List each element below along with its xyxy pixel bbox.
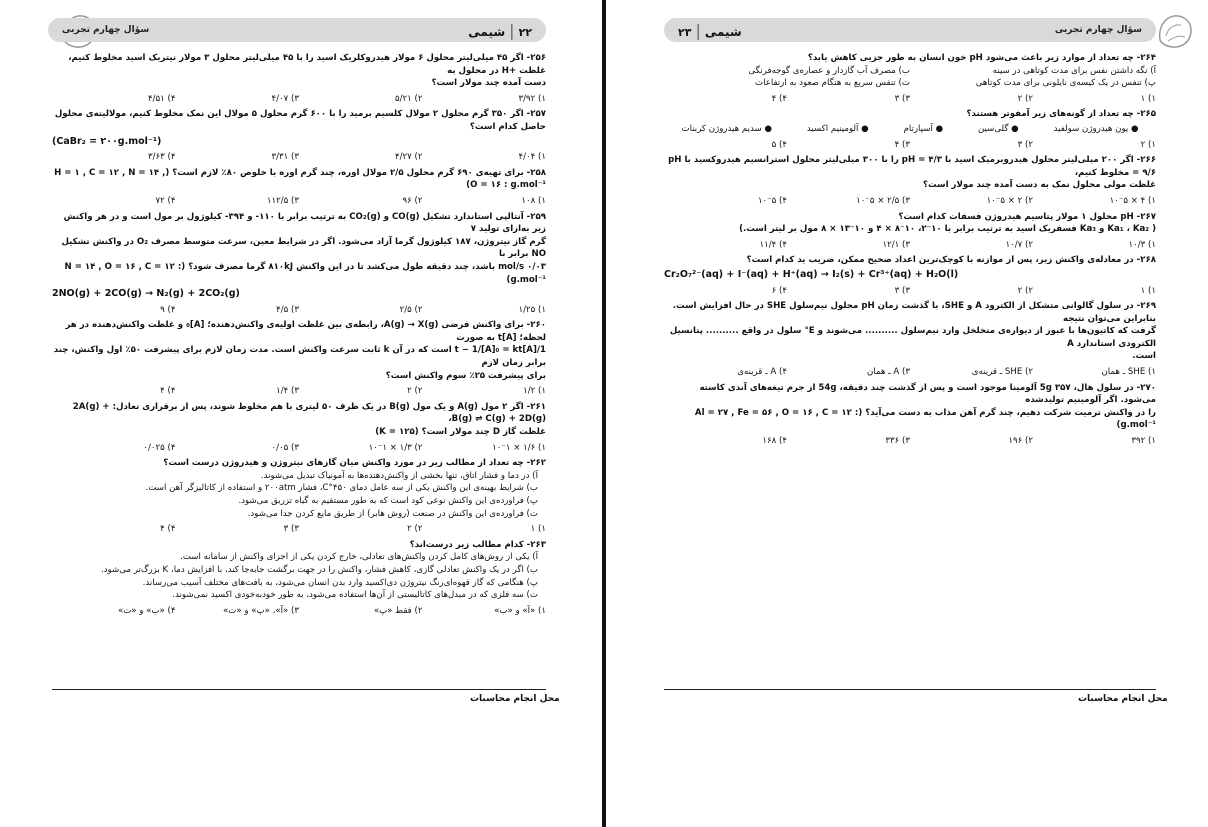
statement-item: پ) فراورده‌ی این واکنش نوعی کود است که به طور مستقیم به گیاه تزریق می‌شود. [238,496,538,506]
option[interactable]: ۳) ۴ [894,139,910,150]
option[interactable]: ۳) ۴/۵ [276,304,299,315]
species-item: ● آسپارتام [903,123,944,134]
statement-item: ب) اگر در یک واکنش تعادلی گازی، کاهش فشار، واکنش را در جهت برگشت جابه‌جا کند، با افزایش دما، K بزرگ‌تر می‌شود. [101,564,538,575]
question-text: ۲۶۸- در معادله‌ی واکنش زیر، پس از موازنه با کوچک‌ترین اعداد صحیح ممکن، ضریب ید کدام است؟ [746,255,1156,266]
question-text: غلظت گاز D چند مولار است؟ (K = ۱۲۵) [375,427,546,438]
species-item: ● گلی‌سین [978,123,1019,134]
question-text: ۲۵۹- آنتالپی استاندارد تشکیل CO(g) و CO₂(g) به ترتیب برابر با ۱۱۰- و ۳۹۴- کیلوژول بر مول است و در هر واکنش زیر به‌ازای تولید ۷ [63,211,546,235]
question-text: ( Ka₁ ، Ka₂ و Ka₃ فسفریک اسید به ترتیب برابر با ۱۰⁻۲، ۱۰⁻۸ × ۴ و ۱۰⁻۱۳ × ۸ مول بر لیتر است.) [739,224,1156,235]
statement-grid [664,65,1156,90]
header-number-group: ۲۲|شیمی [468,20,532,40]
left-page [0,0,603,827]
question-text: گرفت که کاتیون‌ها با عبور از دیواره‌ی متخلخل وارد نیم‌سلول .......... می‌شوند و E° سلول در واقع .......... پتانسیل الکترودی استاندارد A [669,326,1156,349]
answer-options [664,239,1156,252]
option[interactable]: ۴) «ب» و «ت» [117,605,176,616]
option[interactable]: ۳) ۳ [894,93,910,104]
option[interactable]: ۲) ۱۹۶ [1008,436,1033,447]
question-256 [52,52,546,105]
answer-options [52,93,546,106]
page-number: ۲۲ [518,25,532,39]
answer-options [664,366,1156,379]
option[interactable]: ۴) ۴ [160,386,176,397]
option[interactable]: ۳) ۱/۴ [276,386,299,397]
option[interactable]: ۴) ۱۰⁻۵ [757,195,787,206]
question-text: است. [1132,351,1156,362]
option[interactable]: ۱) ۳۹۲ [1131,436,1156,447]
statement-item: آ) در دما و فشار اتاق، تنها بخشی از واکنش‌دهنده‌ها به آمونیاک تبدیل می‌شوند. [260,470,538,481]
option[interactable]: ۴) ۳/۶۳ [148,152,176,163]
option[interactable]: ۴) ۹ [160,304,176,315]
question-text: غلظت مولی محلول نمک به دست آمده چند مولار است؟ [923,180,1156,191]
answer-options [664,195,1156,208]
question-text: ۲۶۷- pH محلول ۱ مولار پتاسیم هیدروژن فسفات کدام است؟ [898,211,1156,222]
statement-item: آ) نگه داشتن نفس برای مدت کوتاهی در سینه [992,65,1156,76]
questions-column [664,52,1156,451]
option[interactable]: ۳) A ـ همان [866,367,910,378]
question-266 [664,154,1156,207]
option[interactable]: ۲) ۴/۲۷ [395,152,423,163]
option[interactable]: ۱) «آ» و «ب» [494,605,546,616]
question-265 [664,108,1156,151]
option[interactable]: ۳) ۱۱۲/۵ [266,195,299,206]
question-257 [52,108,546,163]
option[interactable]: ۴) ۱۶۸ [762,436,787,447]
species-list [664,123,1156,136]
page-header [664,18,1156,42]
option[interactable]: ۴) ۶ [771,285,787,296]
option[interactable]: ۲) ۳ [1017,139,1033,150]
option[interactable]: ۴) ۴ [160,524,176,535]
option[interactable]: ۲) ۲ × ۱۰⁻۵ [986,195,1033,206]
subject-title: شیمی [468,24,506,39]
option[interactable]: ۳) ۳/۳۱ [271,152,299,163]
option[interactable]: ۳) «آ»، «پ» و «ت» [223,605,299,616]
option[interactable]: ۱) SHE ـ همان [1101,367,1156,378]
option[interactable]: ۱) ۳/۹۲ [518,93,546,104]
option[interactable]: ۱) ۱/۶ × ۱۰⁻۱ [492,442,546,453]
answer-options [52,151,546,164]
exam-title: سؤال چهارم تجربی [62,25,150,35]
option[interactable]: ۳) ۳۳۶ [885,436,910,447]
question-258 [52,167,546,208]
question-270 [664,382,1156,448]
statement-item: ت) فراورده‌ی این واکنش در صنعت (روش هابر) از طریق مایع کردن جدا می‌شود. [247,508,538,519]
question-text: ۰/۰۳ mol/s باشد، چند دقیقه طول می‌کشد تا در این واکنش ۸۱۰kJ گرما مصرف شود؟ (N = ۱۴ , O = ۱۶ , C = ۱۲ : g.mol⁻¹) [64,261,546,285]
answer-options [52,385,546,398]
question-text: ۲۶۶- اگر ۲۰۰ میلی‌لیتر محلول هیدروبرمیک اسید با pH = ۴/۳ را با ۳۰۰ میلی‌لیتر محلول استرانسیم هیدروکسید با pH = ۹/۶ مخلوط کنیم، [668,155,1156,178]
answer-options [52,442,546,455]
option[interactable]: ۱) ۱ [530,524,546,535]
option[interactable]: ۱) ۴ × ۱۰⁻۵ [1109,195,1156,206]
question-text: ۲۵۸- برای تهیه‌ی ۶۹۰ گرم محلول ۲/۵ مولال اوره، چند گرم اوره با خلوص ۸۰٪ لازم است؟ (H = ۱ , C = ۱۲ , N = ۱۴ , O = ۱۶ : g.mol⁻¹) [54,167,546,191]
question-text: دست آمده چند مولار است؟ [431,78,546,89]
option[interactable]: ۱) ۲ [1140,139,1156,150]
statement-item: ب) مصرف آب گازدار و عصاره‌ی گوجه‌فرنگی [748,65,910,76]
statement-item: ت) تنفس سریع به هنگام صعود به ارتفاعات [754,78,910,89]
header-number-group: شیمی|۲۳ [678,20,742,40]
right-page [606,0,1208,827]
option[interactable]: ۲) ۱۰/۷ [1005,239,1033,250]
question-text: ۲۶۲- چه تعداد از مطالب زیر در مورد واکنش میان گازهای نیتروژن و هیدروژن درست است؟ [163,458,546,469]
option[interactable]: ۲) ۲ [1017,93,1033,104]
answer-options [664,139,1156,152]
question-text: گرم گاز نیتروژن، ۱۸۷ کیلوژول گرما آزاد می‌شود. اگر در شرایط معین، سرعت متوسط مصرف O₂ در واکنش تشکیل NO برابر با [61,236,546,260]
species-item: ● آلومینیم اکسید [806,123,869,134]
formula: 2NO(g) + 2CO(g) → N₂(g) + 2CO₂(g) [52,288,240,300]
question-text: ۲۷۰- در سلول هال، 5g ۳۵۷ آلومینا موجود است و پس از گذشت چند دقیقه، 54g از جرم تیغه‌های آندی کاسته می‌شود. اگر آلومینیم تولیدشده [699,382,1156,406]
answer-options [664,93,1156,106]
option[interactable]: ۴) ۴ [771,93,787,104]
question-text: ۲۵۷- اگر ۳۵۰ گرم محلول ۲ مولال کلسیم برمید را با ۶۰۰ گرم محلول ۵ مولال این نمک مخلوط کنیم، مولالیته‌ی محلول حاصل کدام است؟ [54,109,546,132]
answer-options [52,605,546,618]
option[interactable]: ۲) ۱/۳ × ۱۰⁻۱ [368,442,423,453]
question-269 [664,300,1156,379]
option[interactable]: ۳) ۲/۵ × ۱۰⁻۵ [856,195,910,206]
exam-title: سؤال چهارم تجربی [1054,25,1142,35]
option[interactable]: ۴) ۷۲ [155,195,176,206]
answer-options [52,304,546,317]
page-number: ۲۳ [678,25,692,39]
option[interactable]: ۴) ۰/۰۲۵ [143,442,176,453]
statement-item: آ) یکی از روش‌های کامل کردن واکنش‌های تعادلی، خارج کردن یکی از اجزای واکنش از سامانه است. [180,552,538,563]
option[interactable]: ۲) ۲ [407,524,423,535]
footer-divider [664,689,1156,690]
question-268 [664,254,1156,297]
answer-options [52,523,546,536]
question-263 [52,539,546,618]
option[interactable]: ۱) ۱/۲ [523,386,546,397]
formula: (CaBr₂ = ۲۰۰g.mol⁻¹) [52,135,162,147]
answer-options [664,285,1156,298]
question-text: ۲۵۶- اگر ۴۵ میلی‌لیتر محلول ۶ مولار هیدروکلریک اسید را با ۴۵ میلی‌لیتر محلول ۳ مولار نیتریک اسید مخلوط کنیم، غلظت +H در محلول به [68,53,546,76]
answer-options [664,435,1156,448]
questions-column [52,52,546,620]
question-text: 1/[A]t − 1/[A]₀ = kt است که در آن k ثابت سرعت واکنش است. مدت زمان لازم برای پیشرفت ۵۰٪ اول واکنش، چند برابر زمان لازم [53,345,546,369]
option[interactable]: ۱) ۴/۰۴ [518,152,546,163]
option[interactable]: ۲) ۲/۵ [399,304,423,315]
option[interactable]: ۱) ۱۰۸ [521,195,546,206]
statement-item: پ) هنگامی که گاز قهوه‌ای‌رنگ نیتروژن دی‌اکسید وارد بدن انسان می‌شود، به بافت‌های مختلف آسیب می‌رساند. [142,577,538,588]
formula: Cr₂O₇²⁻(aq) + I⁻(aq) + H⁺(aq) → I₂(s) + Cr³⁺(aq) + H₂O(l) [664,268,959,280]
logo-icon [1154,10,1196,52]
question-text: ۲۶۱- اگر ۲ مول A(g) و یک مول B(g) در یک ظرف ۵۰ لیتری با هم مخلوط شوند، پس از برقراری تعادل: 2A(g) + B(g) ⇌ C(g) + 2D(g)، [72,401,546,425]
statement-item: پ) تنفس در یک کیسه‌ی نایلونی برای مدت کوتاهی [975,78,1156,89]
statement-item: ب) شرایط بهینه‌ی این واکنش یکی از سه عامل دمای ۴۵۰°C، فشار ۲۰۰atm و استفاده از کاتالیزگر آهن است. [145,483,538,494]
option[interactable]: ۲) ۵/۲۱ [395,93,423,104]
option[interactable]: ۴) A ـ قرینه‌ی [737,367,787,378]
question-text: ۲۶۳- کدام مطالب زیر درست‌اند؟ [409,539,546,550]
option[interactable]: ۴) ۵ [771,139,787,150]
question-260 [52,319,546,398]
option[interactable]: ۴) ۱۱/۴ [759,239,787,250]
question-259 [52,211,546,317]
question-text: ۲۶۹- در سلول گالوانی متشکل از الکترود A و SHE، با گذشت زمان pH محلول نیم‌سلول SHE در حال افزایش است. بنابراین می‌توان نتیجه [672,301,1156,324]
question-261 [52,401,546,454]
question-text: ۲۶۵- چه تعداد از گونه‌های زیر آمفوتر هستند؟ [966,109,1156,120]
option[interactable]: ۴) ۴/۵۱ [148,93,176,104]
question-text: ۲۶۰- برای واکنش فرضی A(g) → X(g)، رابطه‌ی بین غلظت اولیه‌ی واکنش‌دهنده؛ [A]₀ و غلظت واکنش‌دهنده در هر لحظه؛ [A]t به صورت [65,320,546,343]
option[interactable]: ۲) ۹۶ [402,195,423,206]
question-text: برای پیشرفت ۲۵٪ سوم واکنش است؟ [385,370,546,381]
subject-title: شیمی [704,24,742,39]
option[interactable]: ۱) ۱/۲۵ [518,304,546,315]
option[interactable]: ۲) SHE ـ قرینه‌ی [971,367,1033,378]
option[interactable]: ۱) ۱ [1140,285,1156,296]
question-text: را در واکنش ترمیت شرکت دهیم، چند گرم آهن مذاب به دست می‌آید؟ (Al = ۲۷ , Fe = ۵۶ , O = ۱۶ , C = ۱۲ : g.mol⁻¹) [694,407,1156,431]
option[interactable]: ۲) ۲ [1017,285,1033,296]
page-header [48,18,546,42]
answer-options [52,195,546,208]
species-item: ● یون هیدروژن سولفید [1053,123,1139,134]
option[interactable]: ۲) ۲ [407,386,423,397]
option[interactable]: ۳) ۱۲/۱ [882,239,910,250]
option[interactable]: ۳) ۳ [894,285,910,296]
statement-item: ت) سه فلزی که در مبدل‌های کاتالیستی از آن‌ها استفاده می‌شود، به طور خودبه‌خودی اکسید نمی‌شوند. [172,590,538,601]
scratch-area-label: محل انجام محاسبات [470,694,560,704]
question-264 [664,52,1156,105]
option[interactable]: ۲) فقط «پ» [373,605,423,616]
question-text: ۲۶۴- چه تعداد از موارد زیر باعث می‌شود pH خون انسان به طور جزیی کاهش یابد؟ [807,53,1156,63]
option[interactable]: ۳) ۴/۰۷ [271,93,299,104]
option[interactable]: ۳) ۰/۰۵ [271,442,299,453]
footer-divider [52,689,546,690]
question-267 [664,211,1156,252]
question-262 [52,457,546,536]
option[interactable]: ۱) ۱ [1140,93,1156,104]
option[interactable]: ۱) ۱۰/۳ [1128,239,1156,250]
scratch-area-label: محل انجام محاسبات [1078,694,1168,704]
option[interactable]: ۳) ۳ [283,524,299,535]
species-item: ● سدیم هیدروژن کربنات [681,123,772,134]
